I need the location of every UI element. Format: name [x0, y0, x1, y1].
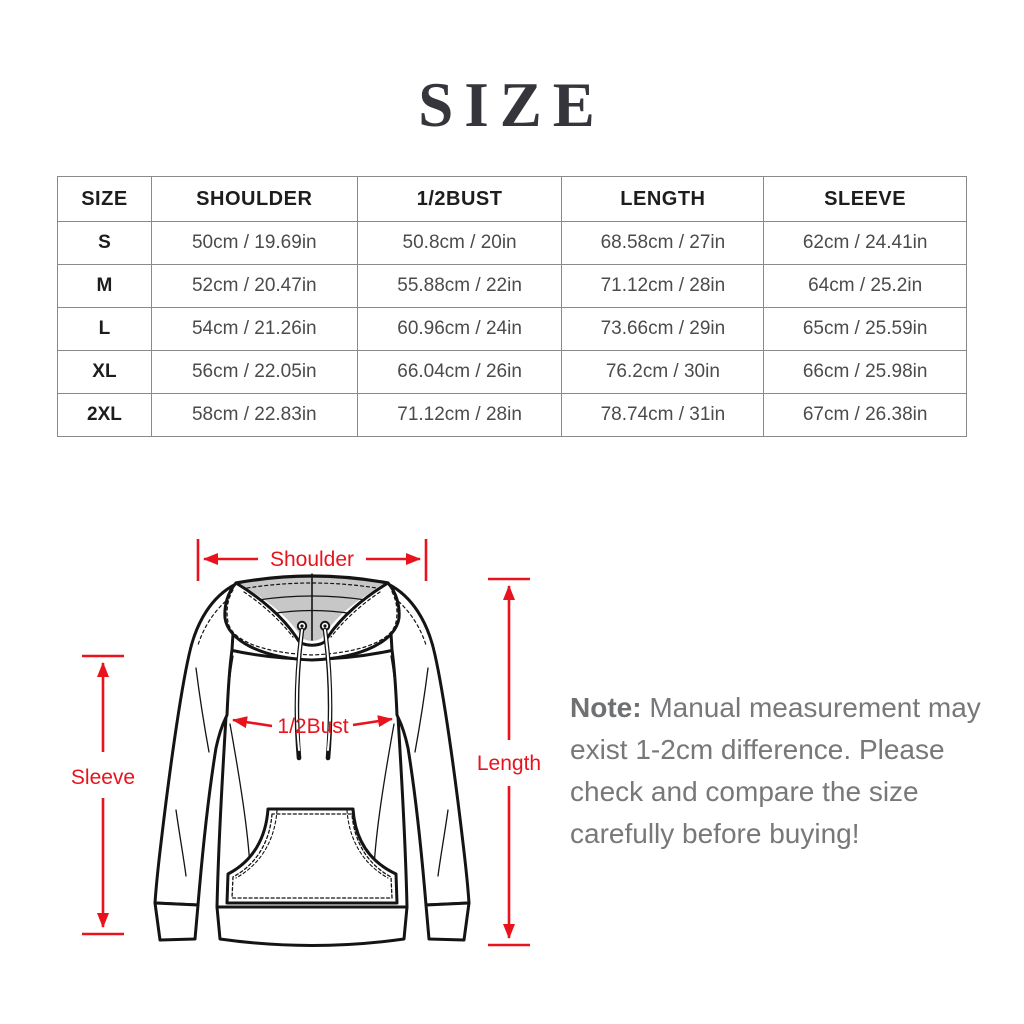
cell-shoulder: 54cm / 21.26in	[151, 308, 357, 351]
table-row-m	[58, 265, 967, 308]
size-table	[57, 176, 967, 437]
note-line: exist 1-2cm difference. Please	[570, 734, 945, 765]
cell-length: 68.58cm / 27in	[562, 222, 764, 265]
half-bust-label: 1/2Bust	[277, 715, 349, 738]
cell-shoulder: 50cm / 19.69in	[151, 222, 357, 265]
cell-sleeve: 66cm / 25.98in	[764, 351, 967, 394]
cell-length: 76.2cm / 30in	[562, 351, 764, 394]
table-row-s	[58, 222, 967, 265]
hoodie-measurement-diagram	[55, 525, 560, 990]
cell-sleeve: 64cm / 25.2in	[764, 265, 967, 308]
cell-length: 71.12cm / 28in	[562, 265, 764, 308]
cell-size: XL	[58, 351, 152, 394]
cell-halfbust: 71.12cm / 28in	[357, 394, 562, 437]
cell-halfbust: 55.88cm / 22in	[357, 265, 562, 308]
measurement-note	[570, 687, 980, 855]
length-label: Length	[476, 752, 542, 775]
sleeve-label: Sleeve	[70, 766, 136, 789]
col-header-halfbust: 1/2BUST	[357, 177, 562, 222]
col-header-length: LENGTH	[562, 177, 764, 222]
cell-length: 78.74cm / 31in	[562, 394, 764, 437]
cuff-right	[426, 903, 469, 940]
cell-size: M	[58, 265, 152, 308]
note-line: check and compare the size	[570, 776, 919, 807]
eyelet-right-hole	[323, 624, 326, 627]
cell-size: 2XL	[58, 394, 152, 437]
length-dimension	[477, 579, 541, 945]
col-header-shoulder: SHOULDER	[151, 177, 357, 222]
col-header-sleeve: SLEEVE	[764, 177, 967, 222]
cell-shoulder: 56cm / 22.05in	[151, 351, 357, 394]
cell-halfbust: 66.04cm / 26in	[357, 351, 562, 394]
note-line: carefully before buying!	[570, 818, 860, 849]
cuff-left	[155, 903, 198, 940]
table-header-row	[58, 177, 967, 222]
cell-length: 73.66cm / 29in	[562, 308, 764, 351]
note-prefix: Note:	[570, 692, 642, 723]
table-row-xl	[58, 351, 967, 394]
cell-halfbust: 50.8cm / 20in	[357, 222, 562, 265]
cell-size: S	[58, 222, 152, 265]
table-row-l	[58, 308, 967, 351]
cell-sleeve: 65cm / 25.59in	[764, 308, 967, 351]
shoulder-label: Shoulder	[269, 548, 355, 571]
col-header-size: SIZE	[58, 177, 152, 222]
hoodie-drawing	[155, 574, 469, 946]
cell-shoulder: 52cm / 20.47in	[151, 265, 357, 308]
hem-band	[217, 907, 407, 946]
eyelet-left-hole	[300, 624, 303, 627]
cell-sleeve: 62cm / 24.41in	[764, 222, 967, 265]
cell-size: L	[58, 308, 152, 351]
note-line	[570, 687, 980, 729]
table-row-2xl	[58, 394, 967, 437]
sleeve-dimension	[71, 656, 135, 934]
cell-shoulder: 58cm / 22.83in	[151, 394, 357, 437]
page-title: SIZE	[418, 70, 606, 140]
note-text: Manual measurement may	[649, 692, 981, 723]
cell-halfbust: 60.96cm / 24in	[357, 308, 562, 351]
cell-sleeve: 67cm / 26.38in	[764, 394, 967, 437]
